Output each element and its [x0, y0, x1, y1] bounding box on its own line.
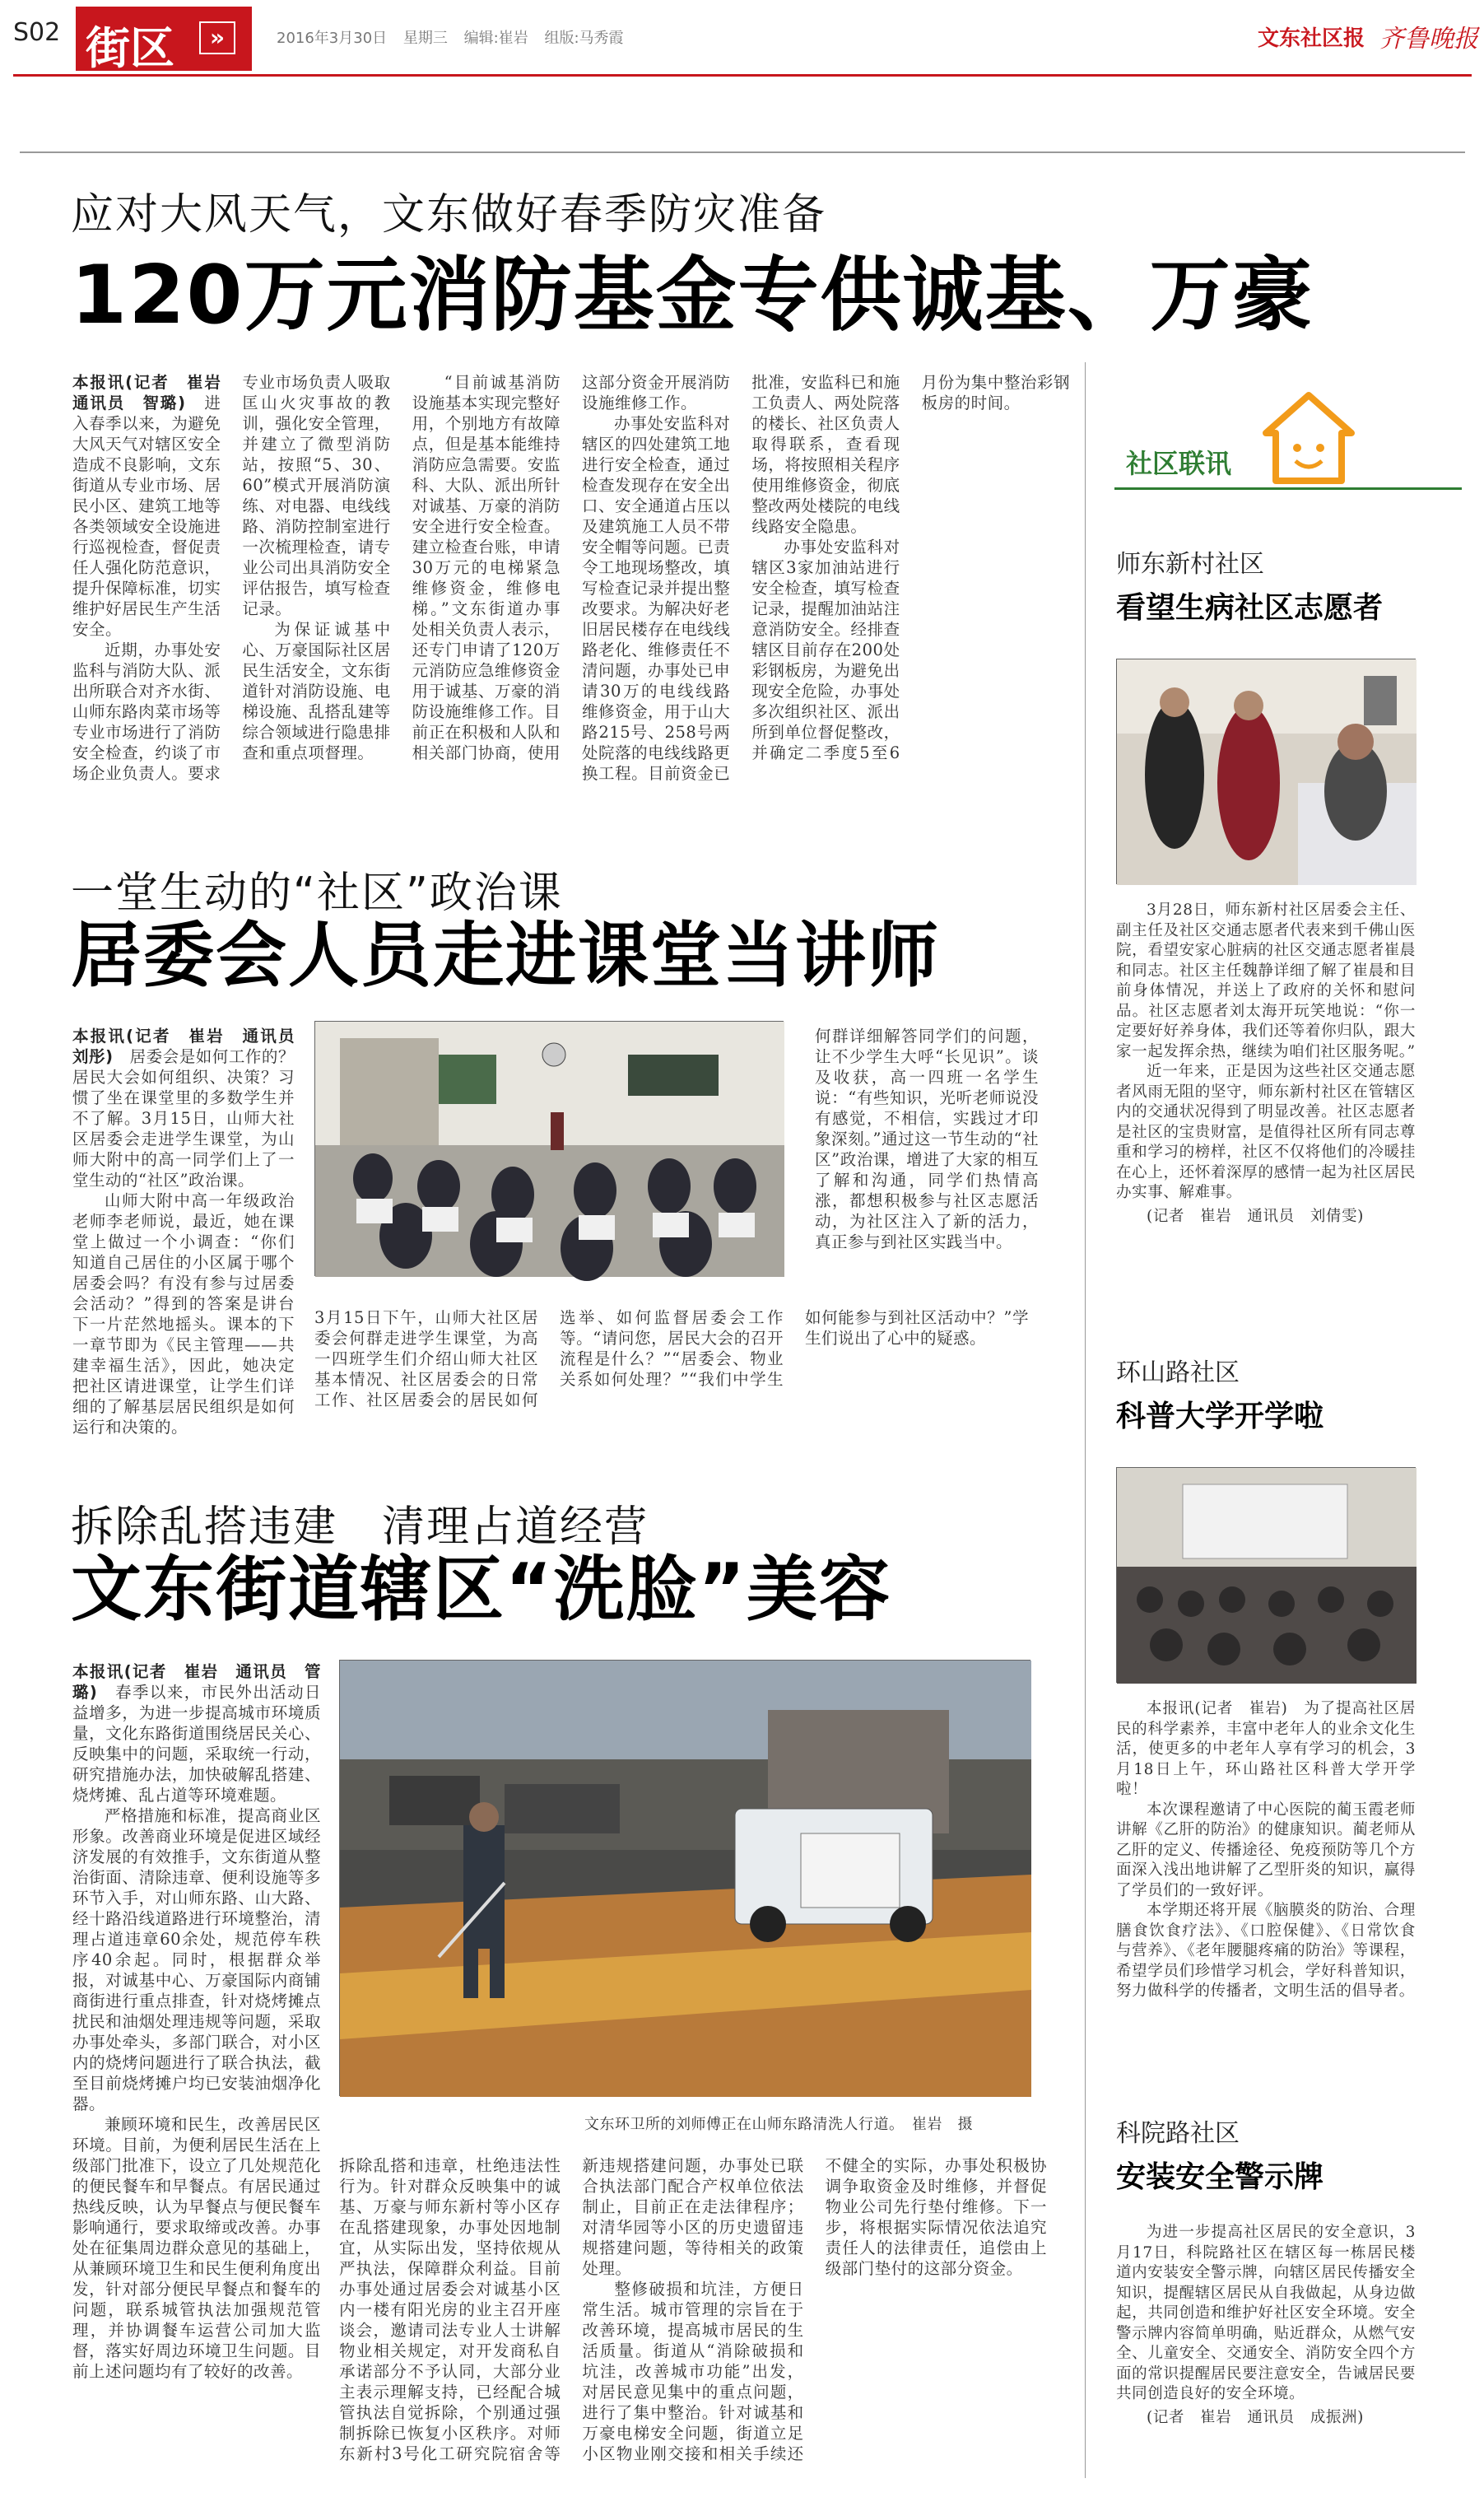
sidebar-item1-para: 近一年来，正是因为这些社区交通志愿者风雨无阻的坚守，师东新村社区在管辖区内的交通状况得到了明显改善。社区志愿者是社区的宝贵财富，是值得社区所有同志尊重和学习的榜样，社区不仅将他们的冷暖挂在心上，还怀着深厚的感情一起为社区居民办实事、解难事。: [1116, 1063, 1416, 1201]
article1-kicker: 应对大风天气，文东做好春季防灾准备: [71, 190, 827, 240]
article3-headline: 文东街道辖区“洗脸”美容: [71, 1549, 892, 1631]
sidebar-item2-community: 环山路社区: [1116, 1358, 1240, 1387]
sidebar-badge: 社区联讯: [1126, 448, 1232, 479]
article3-para: 严格措施和标准，提高商业区形象。改善商业环境是促进区域经济发展的有效推手，文东街道从整治街面、清除违章、便利设施等多环节入手，对山师东路、山大路、经十路沿线道路进行环境整治，清理占道违章60余处，规范停车秩序40余起。同时，根据群众举报，对诚基中心、万豪国际内商铺商街进行重点排查，针对烧烤摊点扰民和油烟处理违规等问题，采取办事处牵头，多部门联合，对小区内的烧烤问题进行了联合执法，截至目前烧烤摊户均已安装油烟净化器。: [72, 1806, 321, 2113]
article1-para: 近期，办事处安监科与消防大队、派出所联合对齐水街、山师东路肉菜市场等专业市场进行了消防安全检查，约谈了市场企业负责人。要求专业市场负责人吸取匡山火灾事故的教训，强化安全管理，并建立了微型消防站，按照“5、30、60”模式开展消防演练、对电器、电线线路、消防控制室进行一次梳理检查，请专业公司出具消防安全评估报告，填写检查记录。: [72, 373, 391, 783]
layout-editor: 组版:马秀霞: [544, 30, 624, 47]
sidebar-item2-para: 本次课程邀请了中心医院的蔺玉霞老师讲解《乙肝的防治》的健康知识。蔺老师从乙肝的定义、传播途径、免疫预防等几个方面深入浅出地讲解了乙型肝炎的知识，赢得了学员们的一致好评。: [1116, 1801, 1416, 1899]
sidebar-item2-headline: 科普大学开学啦: [1116, 1400, 1324, 1433]
article2-body-mid: [314, 1307, 1029, 1414]
article3-kicker: 拆除乱搭违建 清理占道经营: [71, 1502, 649, 1552]
sidebar-item3-headline: 安装安全警示牌: [1116, 2160, 1324, 2194]
sidebar-item2-para: 本报讯(记者 崔岩) 为了提高社区居民的科学素养，丰富中老年人的业余文化生活，使更多的中老年人享有学习的机会，3月18日上午，环山路社区科普大学开学啦！: [1116, 1700, 1416, 1798]
article2-kicker: 一堂生动的“社区”政治课: [71, 869, 563, 918]
issue-date: 2016年3月30日: [277, 30, 388, 47]
section-title: 街区: [86, 22, 174, 74]
banner-rule: [1114, 487, 1462, 490]
article2-para: 何群详细解答同学们的问题，让不少学生大呼“长见识”。谈及收获，高一四班一名学生说：“有些知识，光听老师说没有感觉，不相信，实践过才印象深刻。”通过这一节生动的“社区”政治课，增进了大家的相互了解和沟通，同学们热情高涨，都想积极参与社区志愿活动，为社区注入了新的活力，真正参与到社区实践当中。: [815, 1027, 1039, 1251]
article3-para: 兼顾环境和民生，改善居民区环境。目前，为便利居民生活在上级部门批准下，设立了几处规范化的便民餐车和早餐点。有居民通过热线反映，认为早餐点与便民餐车影响通行，要求取缔或改善。办事处在征集周边群众意见的基础上，从兼顾环境卫生和民生便利角度出发，针对部分便民早餐点和餐车的问题，联系城管执法加强规范管理，并协调餐车运营公司加大监督，落实好周边环境卫生问题。目前上述问题均有了较好的改善。: [72, 2115, 321, 2381]
article3-para: 整修破损和坑洼，方便日常生活。城市管理的宗旨在于改善环境，提高城市居民的生活质量。街道从“消除破损和坑洼，改善城市功能”出发，对居民意见集中的重点问题，进行了集中整治。针对诚基和万豪电梯安全问题，街道立足小区物业刚交接和相关手续还不健全的实际，办事处积极协调争取资金及时维修，并督促物业公司先行垫付维修。下一步，将根据实际情况依法追究责任人的法律责任，追偿由上级部门垫付的这部分资金。: [582, 2156, 1047, 2463]
article2-para: 本报讯(记者 崔岩 通讯员 刘彤) 居委会是如何工作的？居民大会如何组织、决策？习惯了坐在课堂里的多数学生并不了解。3月15日，山师大社区居委会走进学生课堂，为山师大附中的高一同学们上了一堂生动的“社区”政治课。: [72, 1027, 312, 1190]
article3-byline: 本报讯(记者 崔岩 通讯员 管璐): [72, 1662, 321, 1702]
issue-weekday: 星期三: [402, 30, 448, 47]
article3-para: 拆除乱搭和违章，杜绝违法性行为。针对群众反映集中的诚基、万豪与师东新村等小区存在乱搭建现象，办事处因地制宜，从实际出发，坚持依规从严执法，保障群众利益。目前办事处通过居委会对诚基小区内一楼有阳光房的业主召开座谈会，邀请司法专业人士讲解物业相关规定，对开发商私自承诺部分不予认同，大部分业主表示理解支持，已经配合城管执法自觉拆除，个别通过强制拆除已恢复小区秩序。对师东新村3号化工研究院宿舍等新违规搭建问题，办事处已联合执法部门配合产权单位依法制止，目前正在走法律程序；对清华园等小区的历史遗留违规搭建问题，等待相关的政策处理。: [339, 2156, 804, 2463]
edition-name: 文东社区报: [1258, 26, 1365, 51]
lecture-photo-art: [1117, 1468, 1417, 1684]
hospital-visit-photo-art: [1117, 659, 1417, 885]
sidebar-item1-headline: 看望生病社区志愿者: [1116, 591, 1384, 625]
article2-body-right: [815, 1026, 1039, 1414]
page-number: S02: [13, 18, 61, 47]
article2-headline: 居委会人员走进课堂当讲师: [71, 915, 940, 997]
article3-body-left: [72, 1661, 321, 2468]
article3-body-right: [339, 2155, 1047, 2468]
classroom-photo-art: [315, 1022, 784, 1277]
masthead-rule: [13, 74, 1472, 77]
sidebar-item2-para: 本学期还将开展《脑膜炎的防治、合理膳食饮食疗法》、《口腔保健》、《日常饮食与营养》、《老年腰腿疼痛的防治》等课程，希望学员们珍惜学习机会，学好科普知识，努力做科学的传播者，文明生活的倡导者。: [1116, 1902, 1416, 2000]
article2-para: 山师大附中高一年级政治老师李老师说，最近，她在课堂上做过一个小调查：“你们知道自己居住的小区属于哪个居委会吗？有没有参与过居委会活动？”得到的答案是讲台下一片茫然地摇头。课本的下一章节即为《民主管理——共建幸福生活》，因此，她决定把社区请进课堂，让学生们详细的了解基层居民组织是如何运行和决策的。: [72, 1191, 295, 1437]
sidebar-item1-credit: (记者 崔岩 通讯员 刘倩雯): [1147, 1207, 1364, 1225]
sidebar-item1-body: [1116, 901, 1416, 1227]
sidebar-item3-para: 为进一步提高社区居民的安全意识，3月17日，科院路社区在辖区每一栋居民楼道内安装安全警示牌，向辖区居民传播安全知识，提醒辖区居民从自我做起，从身边做起，共同创造和维护好社区安全环境。安全警示牌内容简单明确，贴近群众，从燃气安全、儿童安全、交通安全、消防安全四个方面的常识提醒居民要注意安全，告诫居民要共同创造良好的安全环境。: [1116, 2224, 1416, 2402]
article1-para: 办事处安监科对辖区的四处建筑工地进行安全检查，通过检查发现存在安全出口、安全通道占压以及建筑施工人员不带安全帽等问题。已责令工地现场整改，填写检查记录并提出整改要求。为解决好老旧居民楼存在电线线路老化、维修责任不清问题，办事处已申请30万的电线线路维修资金，用于山大路215号、258号两处院落的电线线路更换工程。目前资金已批准，安监科已和施工负责人、两处院落的楼长、社区负责人取得联系，查看现场，将按照相关程序使用维修资金，彻底整改两处楼院的电线线路安全隐患。: [581, 373, 900, 783]
column-divider: [1085, 362, 1086, 2478]
hospital-visit-photo: [1116, 659, 1416, 884]
article3-para: 本报讯(记者 崔岩 通讯员 管璐) 春季以来，市民外出活动日益增多，为进一步提高城市环境质量，文化东路街道围绕居民关心、反映集中的问题，采取统一行动，研究措施办法，加快破解乱搭建、烧烤摊、乱占道等环境难题。: [72, 1662, 321, 1805]
article2-para: 3月15日下午，山师大社区居委会何群走进学生课堂，为高一四班学生们介绍山师大社区基本情况、社区居委会的日常工作、社区居委会的居民如何选举、如何监督居委会工作等。“请问您，居民大会的召开流程是什么？”“居委会、物业关系如何处理？”“我们中学生如何能参与到社区活动中？”学生们说出了心中的疑惑。: [314, 1308, 1029, 1409]
section-arrow-icon: »: [199, 21, 235, 54]
sidebar-item3-community: 科院路社区: [1116, 2119, 1240, 2148]
article1-body: [72, 372, 1070, 792]
street-cleaning-photo-art: [340, 1661, 1031, 2097]
sidebar-item3-credit: (记者 崔岩 通讯员 成振洲): [1147, 2408, 1364, 2426]
masthead: [0, 0, 1484, 82]
sidebar-item3-body: [1116, 2223, 1416, 2428]
article2-byline: 本报讯(记者 崔岩 通讯员 刘彤): [72, 1027, 312, 1066]
sidebar-item2-body: [1116, 1699, 1416, 2002]
street-cleaning-photo: [339, 1660, 1030, 2096]
paper-logo: 齐鲁晚报: [1379, 25, 1478, 54]
article1-para: 为保证诚基中心、万豪国际社区居民生活安全，文东街道针对消防设施、电梯设施、乱搭乱建等综合领域进行隐患排查和重点项督理。: [242, 620, 391, 762]
article1-headline: 120万元消防基金专供诚基、万豪: [71, 249, 1314, 342]
editor: 编辑:崔岩: [463, 30, 528, 47]
article2-body-left: [72, 1026, 312, 1437]
lecture-photo: [1116, 1467, 1416, 1683]
sidebar-banner: [1114, 389, 1462, 496]
sidebar-item1-community: 师东新村社区: [1116, 550, 1264, 579]
divider: [20, 151, 1465, 153]
article1-para: 办事处安监科对辖区3家加油站进行安全检查，填写检查记录，提醒加油站注意消防安全。经排查辖区目前存在200处彩钢板房，为避免出现安全危险，办事处多次组织社区、派出所到单位督促整改，并确定二季度5至6月份为集中整治彩钢板房的时间。: [751, 373, 1070, 762]
photo-caption: 文东环卫所的刘师傅正在山师东路清洗人行道。 崔岩 摄: [584, 2116, 973, 2133]
article1-para: “目前诚基消防设施基本实现完整好用，个别地方有故障点，但是基本能维持消防应急需要。安监科、大队、派出所针对诚基、万豪的消防安全进行安全检查。建立检查台账，申请30万元的电梯紧急维修资金，维修电梯。”文东街道办事处相关负责人表示，还专门申请了120万元消防应急维修资金用于诚基、万豪的消防设施维修工作。目前正在积极和人队和相关部门协商，使用这部分资金开展消防设施维修工作。: [412, 373, 731, 762]
masthead-meta: [277, 26, 624, 48]
classroom-photo: [314, 1021, 784, 1276]
article1-byline: 本报讯(记者 崔岩 通讯员 智璐): [72, 373, 238, 412]
house-icon: [1259, 389, 1358, 487]
article1-para: 本报讯(记者 崔岩 通讯员 智璐) 进入春季以来，为避免大风天气对辖区安全造成不良影响，文东街道从专业市场、居民小区、建筑工地等各类领域安全设施进行巡视检查，督促责任人强化防范意识，提升保障标准，切实维护好居民生产生活安全。: [72, 373, 238, 639]
sidebar-item1-para: 3月28日，师东新村社区居委会主任、副主任及社区交通志愿者代表来到千佛山医院，看望安家心脏病的社区交通志愿者崔晨和同志。社区主任魏静详细了解了崔晨和目前身体情况，并送上了政府的关怀和慰问品。社区志愿者刘太海开玩笑地说：“你一定要好好养身体，我们还等着你归队，跟大家一起发挥余热，继续为咱们社区服务呢。”: [1116, 901, 1416, 1060]
